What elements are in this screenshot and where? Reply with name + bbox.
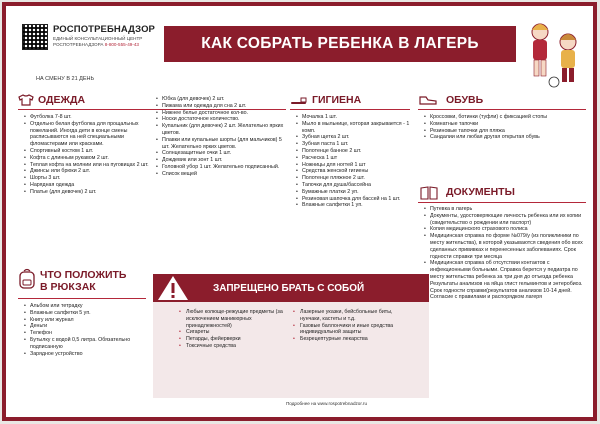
list-item: • Влажные салфетки 1 уп.	[296, 202, 414, 209]
list-item: • Нарядная одежда	[24, 182, 154, 189]
list-item: • Зубная паста 1 шт.	[296, 141, 414, 148]
list-item: • Ножницы для ногтей 1 шт	[296, 162, 414, 169]
page-title: КАК СОБРАТЬ РЕБЕНКА В ЛАГЕРЬ	[164, 26, 516, 62]
list-item: • Комнатные тапочки	[424, 121, 584, 128]
shoes-title: ОБУВЬ	[446, 94, 484, 106]
org-name: РОСПОТРЕБНАДЗОР	[53, 24, 155, 35]
list-item: • Петарды, фейерверки	[179, 336, 283, 343]
toothbrush-icon	[290, 96, 308, 106]
list-item: • Купальник (для девочек) 2 шт. Желательно ярких цветов.	[156, 123, 284, 137]
list-item: • Медицинская справка об отсутствии контактов с инфекционными больными. Справка берется у педиатра по месту жительства ребенка за три дня до отъезда ребенка	[424, 260, 586, 280]
list-item: • Книгу или журнал	[24, 317, 148, 324]
brand-block	[22, 24, 167, 68]
list-item: • Джинсы или брюки 2 шт.	[24, 168, 154, 175]
shoes-divider	[418, 109, 586, 110]
list-item: • Носки достаточное количество.	[156, 116, 284, 123]
list-item: • Нижнее белье достаточное кол-во.	[156, 110, 284, 117]
list-item: • Юбка (для девочек) 2 шт.	[156, 96, 284, 103]
shoe-icon	[418, 94, 438, 106]
list-item: • Любые колюще-режущие предметы (за исключением маникюрных принадлежностей)	[179, 309, 283, 329]
documents-divider	[418, 202, 586, 203]
shoes-list	[424, 114, 584, 141]
footer-note: Подробнее на www.rospotrebnadzor.ru	[286, 401, 368, 406]
list-item: • Безрецептурные лекарства	[293, 336, 405, 343]
forbidden-title: ЗАПРЕЩЕНО БРАТЬ С СОБОЙ	[153, 274, 429, 302]
hygiene-title: ГИГИЕНА	[312, 94, 362, 106]
list-item: • Токсичные средства	[179, 343, 283, 350]
list-item: • Расческа 1 шт	[296, 155, 414, 162]
org-subtitle	[53, 36, 171, 48]
list-item: • Путевка в лагерь	[424, 206, 586, 213]
list-item: • Газовые баллончики и иные средства индивидуальной защиты	[293, 323, 405, 337]
forbidden-list-2	[293, 309, 405, 343]
list-item: • Кофта с длинным рукавом 2 шт.	[24, 155, 154, 162]
list-item: • Спортивный костюм 1 шт.	[24, 148, 154, 155]
list-item: • Платье (для девочек) 2 шт.	[24, 189, 154, 196]
backpack-icon	[18, 268, 36, 290]
warning-icon	[156, 274, 190, 302]
list-item: • Головной убор 1 шт. Желательно подписанный.	[156, 164, 284, 171]
hygiene-divider	[290, 109, 410, 110]
list-item: • Тапочки для душа/бассейна	[296, 182, 414, 189]
list-item: • Мочалка 1 шт.	[296, 114, 414, 121]
list-item: • Резиновые тапочки для пляжа	[424, 128, 584, 135]
backpack-title-line-2: В РЮКЗАК	[40, 281, 96, 293]
list-item: • Согласие с правилами и распорядком лагеря	[424, 294, 586, 301]
list-item: • Зарядное устройство	[24, 351, 148, 358]
list-item: • Медицинская справка по форме №079/у (из поликлиники по месту жительства), в которой указываются сведения обо всех сделанных прививках и перенесенных заболеваниях. Срок годности справки три месяца	[424, 233, 586, 260]
list-item: • Альбом или тетрадку	[24, 303, 148, 310]
clothes-list-2	[156, 96, 284, 178]
list-item: • Шорты 3 шт.	[24, 175, 154, 182]
list-item: • Телефон	[24, 330, 148, 337]
qr-code-icon	[22, 24, 48, 50]
list-item: • Полотенце банное 2 шт.	[296, 148, 414, 155]
backpack-list	[24, 303, 148, 357]
backpack-divider	[18, 298, 146, 299]
documents-list	[424, 206, 586, 301]
list-item: • Резиновая шапочка для бассей на 1 шт.	[296, 196, 414, 203]
list-item: • Список вещей	[156, 171, 284, 178]
list-item: • Солнцезащитные очки 1 шт.	[156, 150, 284, 157]
clothes-list-1	[24, 114, 154, 196]
phone-number: 8-800-555-49-43	[104, 42, 139, 47]
list-item: • Деньги	[24, 323, 148, 330]
list-item: • Средства женской гигиены	[296, 168, 414, 175]
list-item: • Результаты анализов на яйца глист гельминтов и энтеробиоз. Срок годности справки(результатов анализов 10-14 дней.	[424, 281, 586, 295]
list-item: • Мыло в мыльнице, которая закрывается - 1 комп.	[296, 121, 414, 135]
page-subtitle: НА СМЕНУ В 21 ДЕНЬ	[36, 76, 95, 82]
list-item: • Сандалии или любая другая открытая обувь	[424, 134, 584, 141]
forbidden-list-1	[179, 309, 283, 350]
list-item: • Плавки или купальные шорты (для мальчиков) 5 шт. Желательно ярких цветов.	[156, 137, 284, 151]
list-item: • Дождевик или зонт 1 шт.	[156, 157, 284, 164]
list-item: • Зубная щетка 2 шт.	[296, 134, 414, 141]
list-item: • Влажные салфетки 5 уп.	[24, 310, 148, 317]
backpack-title-line-1: ЧТО ПОЛОЖИТЬ	[40, 269, 127, 281]
list-item: • Лазерные указки, бейсбольные биты, нунчаки, кастеты и т.д.	[293, 309, 405, 323]
list-item: • Кроссовки, ботинки (туфли) с фиксацией стопы	[424, 114, 584, 121]
backpack-title	[40, 269, 126, 293]
org-sub-text: ЕДИНЫЙ КОНСУЛЬТАЦИОННЫЙ ЦЕНТР РОСПОТРЕБНАДЗОРА	[53, 36, 143, 47]
list-item: • Сигареты	[179, 329, 283, 336]
document-icon	[420, 186, 438, 200]
list-item: • Бумажные платки 2 уп.	[296, 189, 414, 196]
list-item: • Полотенце пляжное 2 шт.	[296, 175, 414, 182]
forbidden-panel	[153, 302, 429, 398]
list-item: • Теплая кофта на молнии или на пуговицах 2 шт.	[24, 162, 154, 169]
list-item: • Футболка 7-8 шт.	[24, 114, 154, 121]
hygiene-list	[296, 114, 414, 209]
list-item: • Бутылку с водой 0,5 литра. Обязательно подписанную	[24, 337, 148, 351]
documents-title: ДОКУМЕНТЫ	[446, 186, 515, 198]
list-item: • Отдельно белая футболка для прощальных пожеланий. Иногда дети в конце смены расписываются на ней специальными фломастерами или красками.	[24, 121, 154, 148]
poster-sheet	[2, 2, 597, 421]
kids-illustration-icon	[520, 18, 590, 90]
list-item: • Пижама или одежда для сна 2 шт.	[156, 103, 284, 110]
clothes-title: ОДЕЖДА	[38, 94, 86, 106]
list-item: • Документы, удостоверяющие личность ребенка или их копии (свидетельство о рождении или паспорт)	[424, 213, 586, 227]
list-item: • Копия медицинского страхового полиса	[424, 226, 586, 233]
tshirt-icon	[18, 94, 34, 106]
